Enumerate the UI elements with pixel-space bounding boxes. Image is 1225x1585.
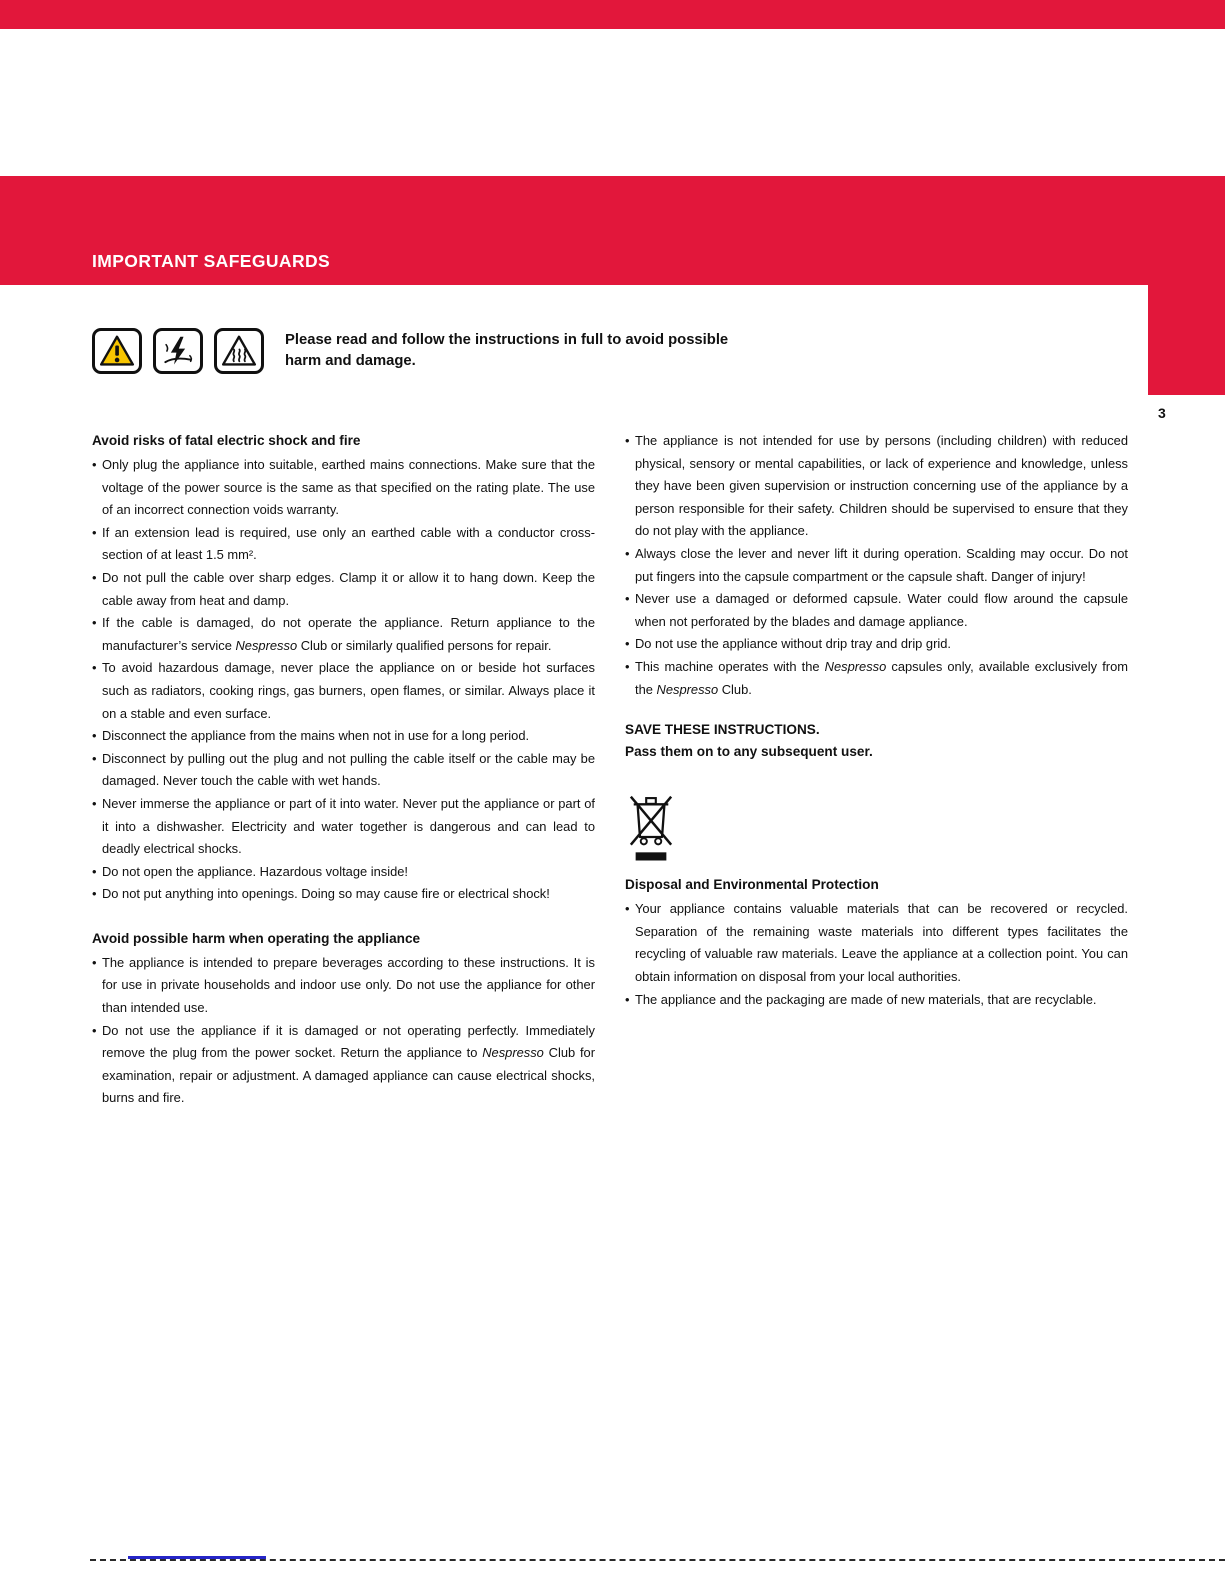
bullet-item: • If an extension lead is required, use only an earthed cable with a conductor cross-section of at least 1.5 mm². [92, 522, 595, 567]
save-instructions-heading: SAVE THESE INSTRUCTIONS. [625, 722, 820, 738]
bullet-item: • Your appliance contains valuable materials that can be recovered or recycled. Separation of the remaining waste materials into different types facilitates the recycling of valuable raw materials. Leave the appliance at a collection point. You can obtain information on disposal from your local authorities. [625, 898, 1128, 988]
bullet-item: • The appliance is intended to prepare beverages according to these instructions. It is for use in private households and indoor use only. Do not use the appliance for other than intended use. [92, 952, 595, 1020]
bullet-list-electric-shock [92, 454, 595, 906]
bullet-item: • Disconnect the appliance from the mains when not in use for a long period. [92, 725, 595, 748]
safety-notice [92, 328, 730, 374]
bullet-list-disposal [625, 898, 1128, 1011]
bullet-item: • Do not open the appliance. Hazardous voltage inside! [92, 861, 595, 884]
bullet-item: • Disconnect by pulling out the plug and not pulling the cable itself or the cable may be damaged. Never touch the cable with wet hands. [92, 748, 595, 793]
bullet-item: • Do not use the appliance without drip tray and drip grid. [625, 633, 1128, 656]
bullet-item: • This machine operates with the Nespresso capsules only, available exclusively from the Nespresso Club. [625, 656, 1128, 701]
electric-shock-icon [153, 328, 203, 374]
header-band [0, 176, 1225, 285]
bullet-item: • To avoid hazardous damage, never place the appliance on or beside hot surfaces such as radiators, cooking rings, gas burners, open flames, or similar. Always place it on a stable and even surface. [92, 657, 595, 725]
bullet-item: • The appliance and the packaging are made of new materials, that are recyclable. [625, 989, 1128, 1012]
weee-crossed-out-bin-icon [627, 785, 1128, 864]
bullet-item: • Do not use the appliance if it is damaged or not operating perfectly. Immediately remove the plug from the power socket. Return the appliance to Nespresso Club for examination, repair or adjustment. A damaged appliance can cause electrical shocks, burns and fire. [92, 1020, 595, 1110]
warning-triangle-icon [92, 328, 142, 374]
top-red-bar [0, 0, 1225, 29]
save-instructions-subline: Pass them on to any subsequent user. [625, 744, 873, 760]
bullet-item: • Always close the lever and never lift it during operation. Scalding may occur. Do not put fingers into the capsule compartment or the capsule shaft. Danger of injury! [625, 543, 1128, 588]
bullet-item: • The appliance is not intended for use by persons (including children) with reduced physical, sensory or mental capabilities, or lack of experience and knowledge, unless they have been given supervision or instruction concerning use of the appliance by a person responsible for their safety. Children should be supervised to ensure that they do not play with the appliance. [625, 430, 1128, 543]
bullet-item: • Do not pull the cable over sharp edges. Clamp it or allow it to hang down. Keep the cable away from heat and damp. [92, 567, 595, 612]
section-heading-electric-shock: Avoid risks of fatal electric shock and fire [92, 433, 361, 448]
cut-dashed-line [90, 1559, 1225, 1561]
hot-surface-icon [214, 328, 264, 374]
bullet-item: • Never immerse the appliance or part of it into water. Never put the appliance or part of it into a dishwasher. Electricity and water together is dangerous and can lead to deadly electrical shocks. [92, 793, 595, 861]
page-number: 3 [1158, 405, 1166, 421]
bullet-item: • Only plug the appliance into suitable, earthed mains connections. Make sure that the voltage of the power source is the same as that specified on the rating plate. The use of an incorrect connection voids warranty. [92, 454, 595, 522]
notice-text: Please read and follow the instructions in full to avoid possible harm and damage. [285, 332, 729, 369]
page-title: IMPORTANT SAFEGUARDS [92, 251, 331, 271]
bullet-item: • If the cable is damaged, do not operate the appliance. Return appliance to the manufacturer’s service Nespresso Club or similarly qualified persons for repair. [92, 612, 595, 657]
section-heading-disposal: Disposal and Environmental Protection [625, 877, 879, 893]
section-heading-operating-harm: Avoid possible harm when operating the appliance [92, 930, 421, 946]
bullet-item: • Do not put anything into openings. Doing so may cause fire or electrical shock! [92, 883, 595, 906]
bullet-list-general-safety [625, 430, 1128, 701]
bullet-item: • Never use a damaged or deformed capsule. Water could flow around the capsule when not perforated by the blades and damage appliance. [625, 588, 1128, 633]
right-column [625, 430, 1128, 1011]
bullet-list-operating-harm [92, 952, 595, 1110]
right-red-strip [1148, 285, 1225, 395]
blue-fold-mark [128, 1556, 266, 1559]
left-column [92, 430, 595, 1110]
